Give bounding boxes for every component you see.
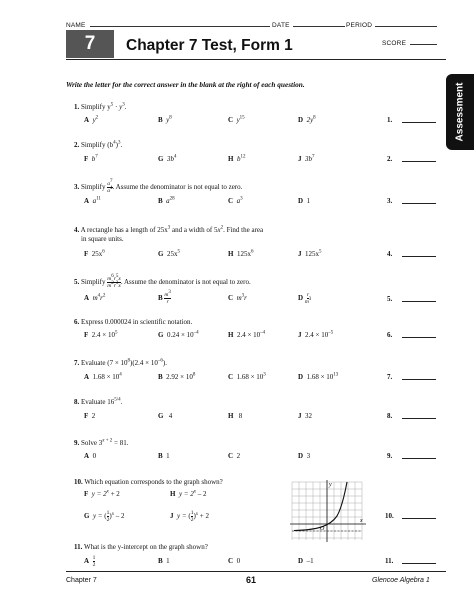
blank-3-label: 3. xyxy=(387,197,393,205)
choice-2j[interactable]: J $3b^7$ xyxy=(298,154,315,163)
curve xyxy=(294,482,347,531)
choice-5d[interactable]: D $\frac{r}{m^3}$ xyxy=(298,292,312,305)
question-9: 9. Solve $3^{x + 2} = 81$. xyxy=(74,438,129,447)
score-field[interactable] xyxy=(410,39,437,45)
choice-8j[interactable]: J 32 xyxy=(298,412,312,420)
footer-book: Glencoe Algebra 1 xyxy=(372,577,430,584)
date-label: DATE xyxy=(272,22,290,29)
answer-blank-8[interactable] xyxy=(402,411,436,419)
choice-10h[interactable]: H $y = 2^x - 2$ xyxy=(170,489,207,498)
choice-6j[interactable]: J $2.4 \times 10^{-5}$ xyxy=(298,330,334,339)
question-4: 4. A rectangle has a length of $25x^3$ and a width of $5x^2$. Find the area in square units. xyxy=(74,225,264,243)
choice-4g[interactable]: G $25x^5$ xyxy=(158,249,180,258)
choice-1a[interactable]: A $y^2$ xyxy=(84,115,99,124)
footer-chapter: Chapter 7 xyxy=(66,577,97,584)
choice-6h[interactable]: H $2.4 \times 10^{-4}$ xyxy=(228,330,266,339)
chapter-number-box: 7 xyxy=(66,30,114,58)
page-title: Chapter 7 Test, Form 1 xyxy=(126,37,293,54)
choice-7c[interactable]: C $1.68 \times 10^3$ xyxy=(228,372,266,381)
question-10: 10. Which equation corresponds to the graph shown? xyxy=(74,478,223,486)
choice-8f[interactable]: F 2 xyxy=(84,412,96,420)
blank-1-label: 1. xyxy=(387,116,393,124)
blank-8-label: 8. xyxy=(387,412,393,420)
choice-1c[interactable]: C $y^{15}$ xyxy=(228,115,245,124)
choice-5b[interactable]: B $\frac{m^3}{r}$ xyxy=(158,290,171,305)
question-3: 3. Simplify $\frac{a^7}{a^4}$ . Assume the denominator is not equal to zero. xyxy=(74,179,243,194)
choice-9b[interactable]: B 1 xyxy=(158,452,170,460)
choice-11c[interactable]: C 0 xyxy=(228,557,241,565)
title-rule xyxy=(66,59,446,60)
choice-1b[interactable]: B $y^8$ xyxy=(158,115,172,124)
choice-9a[interactable]: A 0 xyxy=(84,452,97,460)
question-7: 7. Evaluate $(7 \times 10^8)(2.4 \times 10^{-6})$. xyxy=(74,358,167,367)
choice-10f[interactable]: F $y = 2^x + 2$ xyxy=(84,489,120,498)
question-1: 1. Simplify $y^5 \cdot y^3$. xyxy=(74,102,127,111)
answer-blank-1[interactable] xyxy=(402,115,436,123)
date-field[interactable] xyxy=(293,21,345,27)
blank-9-label: 9. xyxy=(387,452,393,460)
choice-2g[interactable]: G $3b^4$ xyxy=(158,154,177,163)
choice-10j[interactable]: J y = ( $\frac{1}{2}$ )$^x$ + 2 xyxy=(170,510,209,523)
score-label: SCORE xyxy=(382,40,407,47)
y-axis-label: y xyxy=(329,482,332,488)
answer-blank-2[interactable] xyxy=(402,154,436,162)
period-field[interactable] xyxy=(375,21,437,27)
choice-3b[interactable]: B $a^{28}$ xyxy=(158,196,175,205)
choice-11b[interactable]: B 1 xyxy=(158,557,170,565)
question-8: 8. Evaluate $16^{5/4}$. xyxy=(74,397,123,406)
blank-10-label: 10. xyxy=(385,512,394,520)
choice-3d[interactable]: D 1 xyxy=(298,197,311,205)
choice-6g[interactable]: G $0.24 \times 10^{-4}$ xyxy=(158,330,199,339)
choice-11a[interactable]: A $\frac{1}{2}$ xyxy=(84,555,96,568)
answer-blank-7[interactable] xyxy=(402,372,436,380)
choice-3c[interactable]: C $a^3$ xyxy=(228,196,243,205)
blank-4-label: 4. xyxy=(387,250,393,258)
choice-1d[interactable]: D $2y^8$ xyxy=(298,115,316,124)
question-5: 5. Simplify $\frac{m^6r^5x}{m^2r^3x}$ . Assume the denominator is not equal to zero. xyxy=(74,274,251,289)
choice-9d[interactable]: D 3 xyxy=(298,452,311,460)
assessment-tab: Assessment xyxy=(446,74,474,150)
period-label: PERIOD xyxy=(346,22,373,29)
choice-4h[interactable]: H $125x^6$ xyxy=(228,249,254,258)
choice-7d[interactable]: D $1.68 \times 10^{13}$ xyxy=(298,372,339,381)
choice-11d[interactable]: D –1 xyxy=(298,557,314,565)
choice-5c[interactable]: C $m^3r$ xyxy=(228,293,247,302)
name-field[interactable] xyxy=(90,21,270,27)
choice-3a[interactable]: A $a^{11}$ xyxy=(84,196,101,205)
page-number: 61 xyxy=(246,575,257,585)
blank-11-label: 11. xyxy=(385,557,394,565)
answer-blank-10[interactable] xyxy=(402,511,436,519)
choice-4f[interactable]: F $25x^6$ xyxy=(84,249,105,258)
choice-6f[interactable]: F $2.4 \times 10^5$ xyxy=(84,330,118,339)
choice-4j[interactable]: J $125x^5$ xyxy=(298,249,322,258)
choice-2h[interactable]: H $b^{12}$ xyxy=(228,154,246,163)
answer-blank-11[interactable] xyxy=(402,556,436,564)
question-2: 2. Simplify $(b^4)^3$. xyxy=(74,140,123,149)
footer-rule xyxy=(66,571,446,572)
answer-blank-6[interactable] xyxy=(402,330,436,338)
instructions: Write the letter for the correct answer in the blank at the right of each question. xyxy=(66,80,305,89)
blank-5-label: 5. xyxy=(387,295,393,303)
blank-2-label: 2. xyxy=(387,155,393,163)
blank-6-label: 6. xyxy=(387,331,393,339)
question-11: 11. What is the y-intercept on the graph shown? xyxy=(74,543,208,551)
answer-blank-9[interactable] xyxy=(402,451,436,459)
choice-7b[interactable]: B $2.92 \times 10^8$ xyxy=(158,372,196,381)
choice-8h[interactable]: H 8 xyxy=(228,412,243,420)
choice-5a[interactable]: A $m^4r^2$ xyxy=(84,293,106,302)
choice-2f[interactable]: F $b^7$ xyxy=(84,154,98,163)
answer-blank-4[interactable] xyxy=(402,249,436,257)
blank-7-label: 7. xyxy=(387,373,393,381)
exponential-graph xyxy=(288,478,370,544)
name-label: NAME xyxy=(66,22,86,29)
answer-blank-3[interactable] xyxy=(402,196,436,204)
question-6: 6. Express 0.000024 in scientific notation. xyxy=(74,318,193,326)
choice-10g[interactable]: G y = ( $\frac{1}{2}$ )$^x$ – 2 xyxy=(84,510,125,523)
answer-blank-5[interactable] xyxy=(402,294,436,302)
x-axis-label: x xyxy=(360,518,363,524)
origin-label: O xyxy=(320,526,325,532)
choice-8g[interactable]: G 4 xyxy=(158,412,173,420)
choice-9c[interactable]: C 2 xyxy=(228,452,241,460)
choice-7a[interactable]: A $1.68 \times 10^4$ xyxy=(84,372,122,381)
